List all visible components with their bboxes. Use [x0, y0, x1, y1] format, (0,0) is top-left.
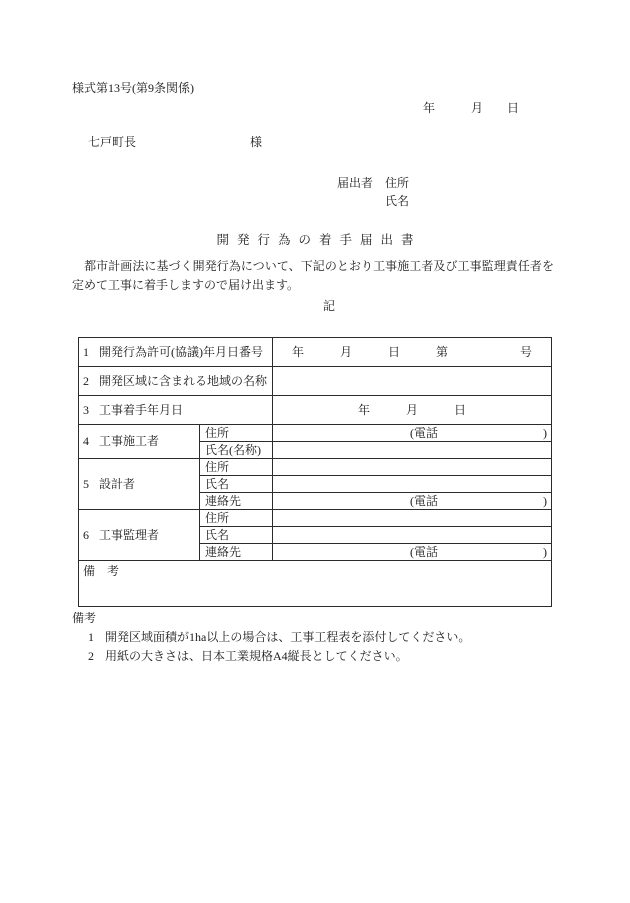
phone-close: ) — [543, 544, 547, 559]
area-name-row — [79, 367, 552, 396]
notes-heading: 備考 — [72, 611, 97, 625]
section-number: 6 — [83, 527, 89, 542]
record-mark: 記 — [322, 299, 335, 313]
body-paragraph: 都市計画法に基づく開発行為について、下記のとおり工事施工者及び工事監理責任者を定めて工事に着手しますので届け出ます。 — [72, 259, 554, 292]
designer-address-row — [79, 459, 552, 476]
note-number: 1 — [88, 630, 94, 644]
supervisor-name-value-cell — [273, 527, 552, 544]
phone-open: (電話 — [410, 425, 438, 440]
supervisor-address-row — [79, 510, 552, 527]
designer-contact-label-cell: 連絡先 — [200, 493, 273, 510]
declarant-address-label: 住所 — [385, 176, 410, 190]
area-name-value-cell — [273, 367, 552, 396]
contractor-section-label-cell — [79, 425, 200, 459]
section-label: 工事監理者 — [99, 527, 160, 542]
contractor-address-value-cell — [273, 425, 552, 442]
row-label: 開発区域に含まれる地域の名称 — [99, 373, 268, 388]
application-table — [78, 337, 552, 607]
declarant-label: 届出者 — [337, 176, 374, 190]
section-number: 4 — [83, 434, 89, 449]
supervisor-name-label-cell: 氏名 — [200, 527, 273, 544]
row-number: 2 — [83, 373, 89, 388]
supervisor-address-value-cell — [273, 510, 552, 527]
phone-close: ) — [543, 493, 547, 508]
supervisor-section-label-cell — [79, 510, 200, 561]
commencement-date-label-cell — [79, 396, 273, 425]
declarant-name-line — [385, 194, 409, 208]
supervisor-address-label-cell: 住所 — [200, 510, 273, 527]
remarks-cell — [79, 561, 552, 607]
declarant-address-line — [337, 176, 409, 190]
designer-address-value-cell — [273, 459, 552, 476]
phone-field — [410, 494, 547, 508]
note-item — [88, 650, 470, 663]
form-number: 様式第13号(第9条関係) — [72, 81, 194, 95]
contractor-address-row — [79, 425, 552, 442]
date-line: 年 月 日 — [422, 101, 519, 115]
section-number: 5 — [83, 476, 89, 491]
row-number: 1 — [83, 344, 89, 359]
addressee-honorific: 様 — [250, 135, 263, 149]
row-number: 3 — [83, 402, 89, 417]
document-title: 開発行為の着手届出書 — [216, 233, 422, 247]
note-item — [88, 631, 470, 644]
footer-notes — [72, 612, 470, 669]
contractor-name-value-cell — [273, 442, 552, 459]
permit-number-row — [79, 338, 552, 367]
permit-number-label-cell — [79, 338, 273, 367]
contractor-name-label-cell: 氏名(名称) — [200, 442, 273, 459]
remarks-row — [79, 561, 552, 607]
permit-number-value-cell: 年 月 日 第 号 — [273, 338, 552, 367]
remarks-label: 備 考 — [83, 564, 120, 578]
note-text: 開発区域面積が1ha以上の場合は、工事工程表を添付してください。 — [105, 630, 471, 644]
note-text: 用紙の大きさは、日本工業規格A4縦長としてください。 — [105, 649, 408, 663]
area-name-label-cell — [79, 367, 273, 396]
supervisor-contact-value-cell — [273, 544, 552, 561]
row-label: 工事着手年月日 — [99, 402, 184, 417]
declarant-name-label: 氏名 — [385, 194, 410, 208]
note-number: 2 — [88, 649, 94, 663]
phone-field — [410, 426, 547, 440]
declarant-block — [337, 176, 409, 208]
commencement-date-row — [79, 396, 552, 425]
designer-address-label-cell: 住所 — [200, 459, 273, 476]
section-label: 工事施工者 — [99, 434, 160, 449]
designer-name-value-cell — [273, 476, 552, 493]
phone-open: (電話 — [410, 544, 438, 559]
designer-name-label-cell: 氏名 — [200, 476, 273, 493]
phone-field — [410, 545, 547, 559]
section-label: 設計者 — [99, 476, 136, 491]
designer-contact-value-cell — [273, 493, 552, 510]
commencement-date-value-cell: 年 月 日 — [273, 396, 552, 425]
supervisor-contact-label-cell: 連絡先 — [200, 544, 273, 561]
addressee-name: 七戸町長 — [88, 135, 137, 149]
addressee-line — [88, 135, 262, 149]
row-label: 開発行為許可(協議)年月日番号 — [99, 344, 263, 359]
designer-section-label-cell — [79, 459, 200, 510]
contractor-address-label-cell: 住所 — [200, 425, 273, 442]
phone-close: ) — [543, 425, 547, 440]
phone-open: (電話 — [410, 493, 438, 508]
